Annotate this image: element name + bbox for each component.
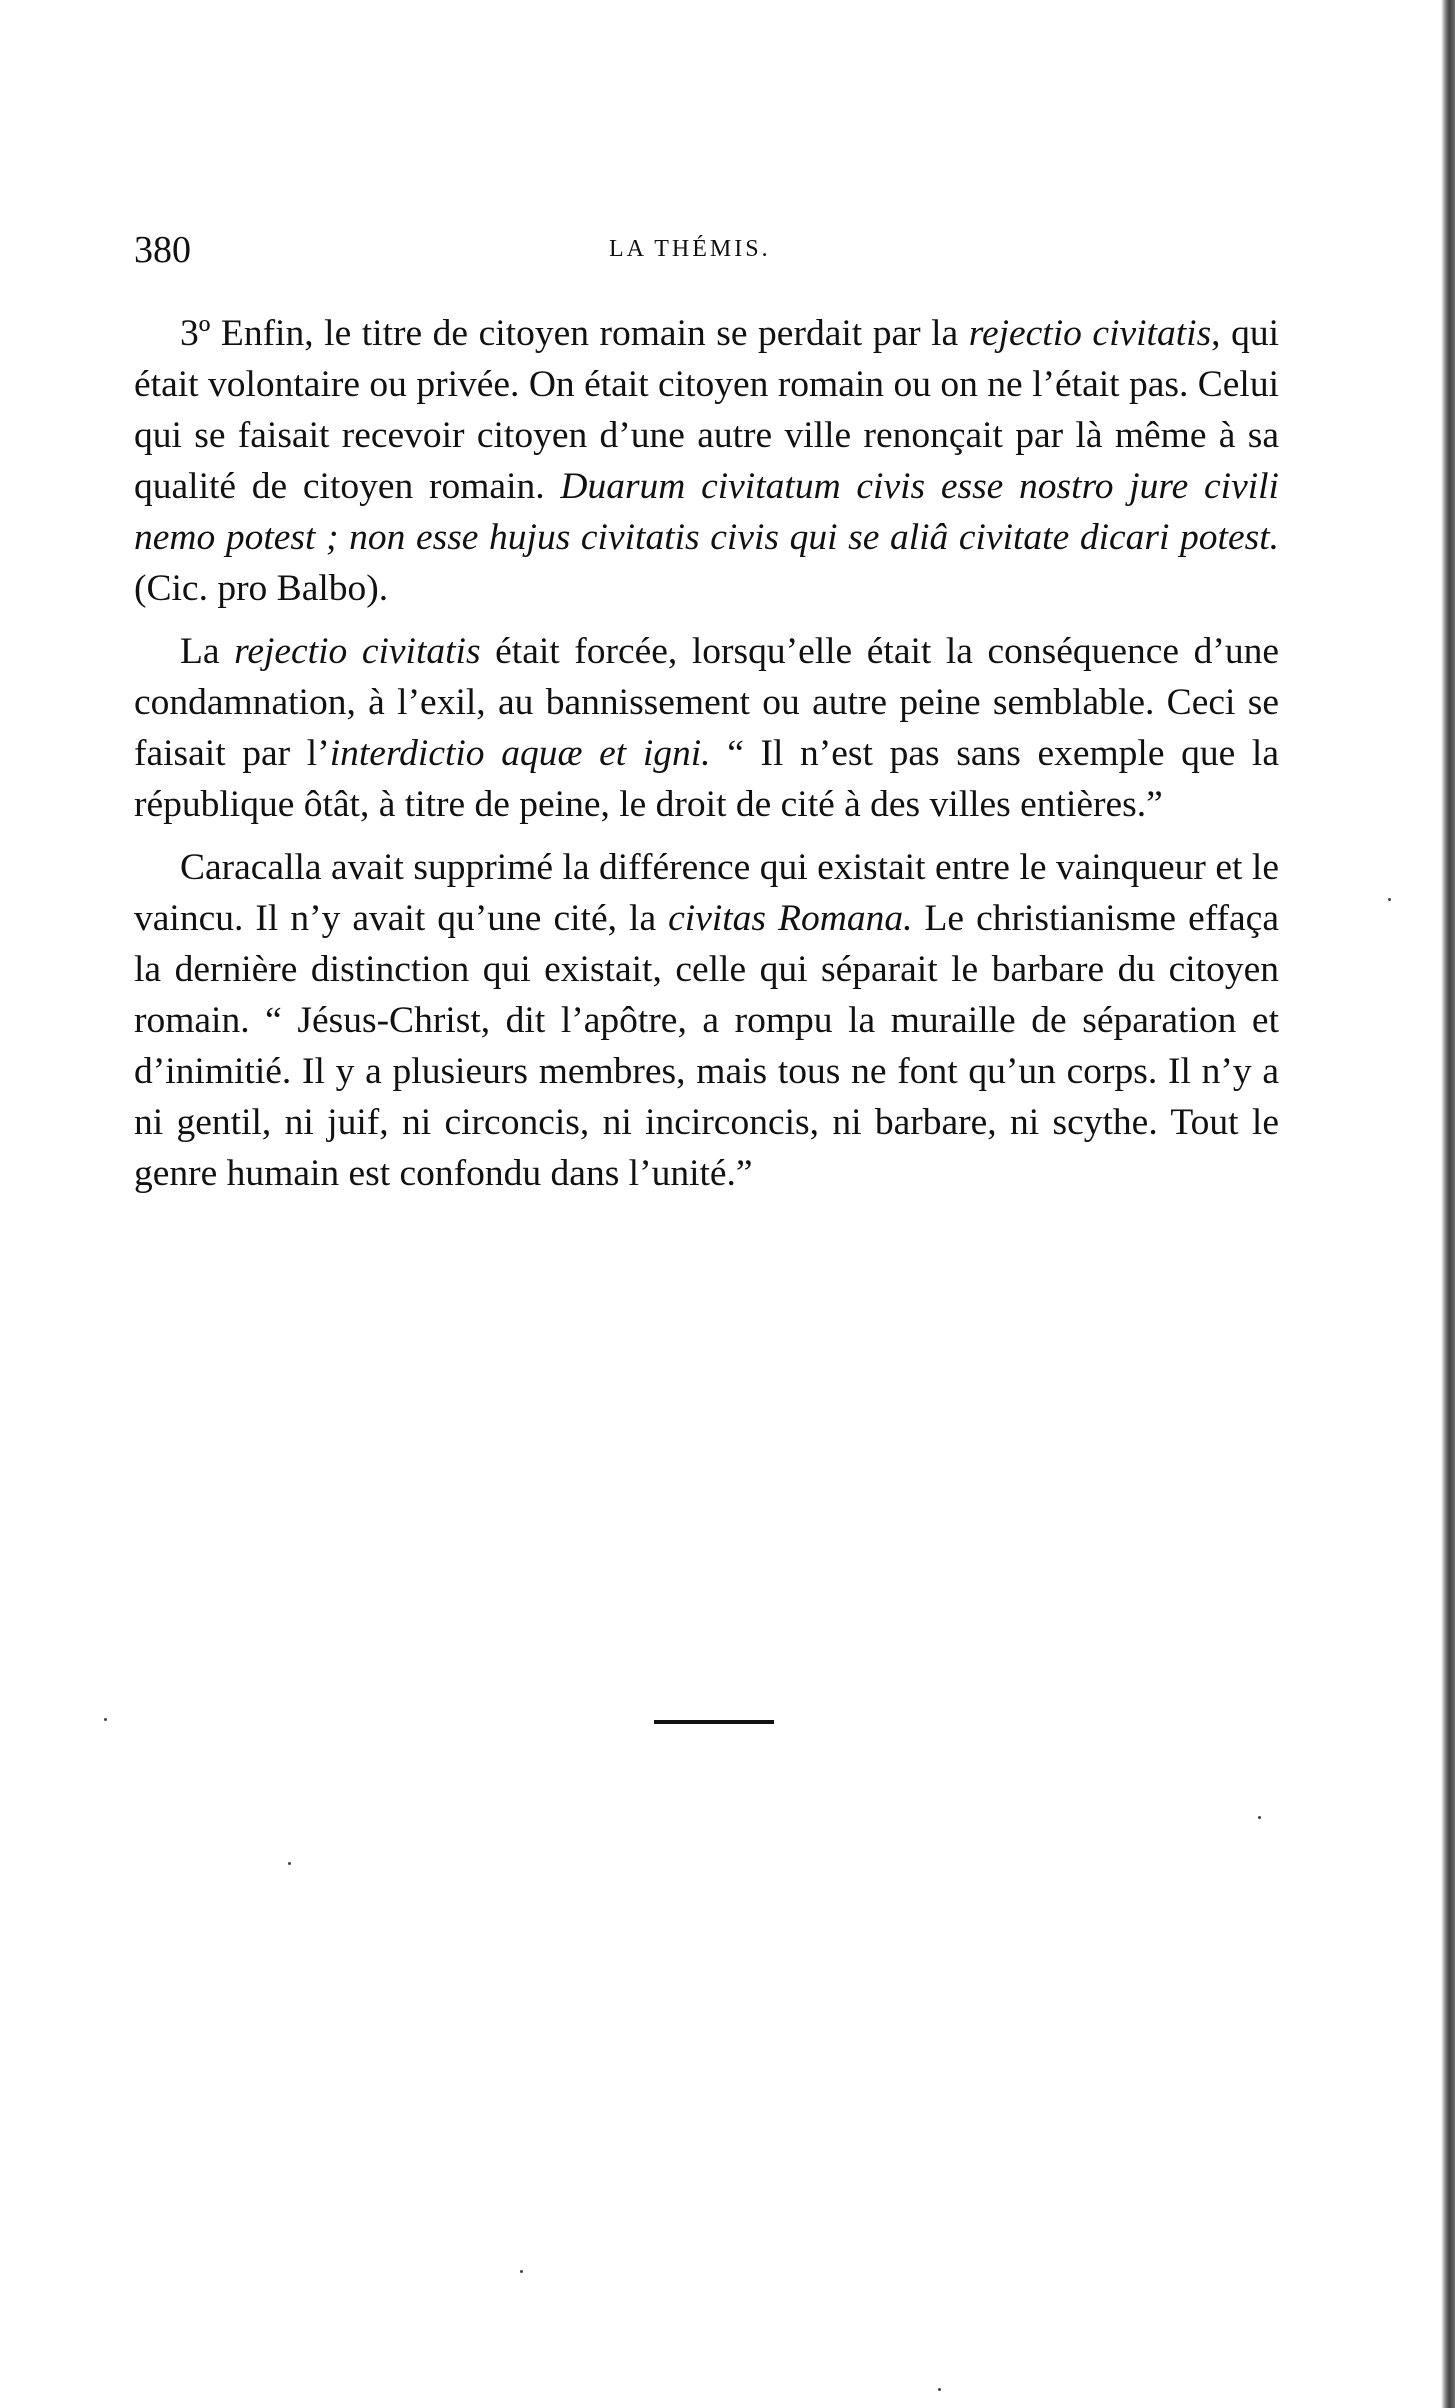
paper-speck bbox=[288, 1862, 291, 1865]
section-end-rule bbox=[654, 1720, 774, 1724]
paragraph-caracalla bbox=[134, 842, 1279, 1199]
text-segment: Le christianisme effaça la dernière distinction qui existait, celle qui séparait le barbare du citoyen romain. “ Jésus-Christ, dit l’apôtre, a rompu la muraille de séparation et d’inimitié. Il y a plusieurs membres, mais tous ne font qu’un corps. Il n’y a ni gentil, ni juif, ni circoncis, ni incirconcis, ni barbare, ni scythe. Tout le genre humain est confondu dans l’unité.” bbox=[134, 898, 1279, 1194]
text-segment: , qui était volontaire ou privée. On était citoyen romain ou on ne l’était pas. Celui qui se faisait recevoir citoyen d’une autre ville renonçait par là même à sa qualité de citoyen romain. bbox=[134, 313, 1279, 507]
paragraph-rejectio bbox=[134, 308, 1279, 614]
running-head: LA THÉMIS. bbox=[609, 236, 771, 262]
latin-quote: Duarum civitatum civis esse nostro jure civili nemo potest ; non esse hujus civitatis civis qui se aliâ civitate dicari potest. bbox=[134, 466, 1279, 558]
citation: (Cic. pro Balbo). bbox=[134, 568, 389, 609]
page-header bbox=[134, 228, 1274, 288]
text-segment: La bbox=[180, 631, 235, 672]
text-segment: Caracalla avait supprimé la différence qui existait entre le vainqueur et le vaincu. Il n’y avait qu’une cité, la bbox=[134, 847, 1279, 939]
page-number: 380 bbox=[134, 229, 191, 271]
body-text bbox=[134, 308, 1279, 1211]
paper-speck bbox=[520, 2270, 523, 2273]
text-segment: 3º Enfin, le titre de citoyen romain se perdait par la bbox=[180, 313, 969, 354]
paper-speck bbox=[1258, 1816, 1261, 1819]
paper-speck bbox=[938, 2388, 941, 2391]
binding-edge bbox=[1441, 0, 1455, 2408]
italic-segment: rejectio civitatis bbox=[968, 313, 1212, 354]
italic-segment: interdictio aquæ et igni. bbox=[329, 733, 711, 774]
italic-segment: civitas Romana. bbox=[668, 898, 913, 939]
text-segment: était forcée, lorsqu’elle était la conséquence d’une condamnation, à l’exil, au bannissement ou autre peine semblable. Ceci se faisait par l’ bbox=[134, 631, 1279, 774]
italic-segment: rejectio civitatis bbox=[234, 631, 481, 672]
paper-speck bbox=[1388, 898, 1391, 901]
paper-speck bbox=[104, 1718, 107, 1721]
text-segment: “ Il n’est pas sans exemple que la république ôtât, à titre de peine, le droit de cité à des villes entières.” bbox=[134, 733, 1279, 825]
paragraph-forced-rejectio bbox=[134, 626, 1279, 830]
